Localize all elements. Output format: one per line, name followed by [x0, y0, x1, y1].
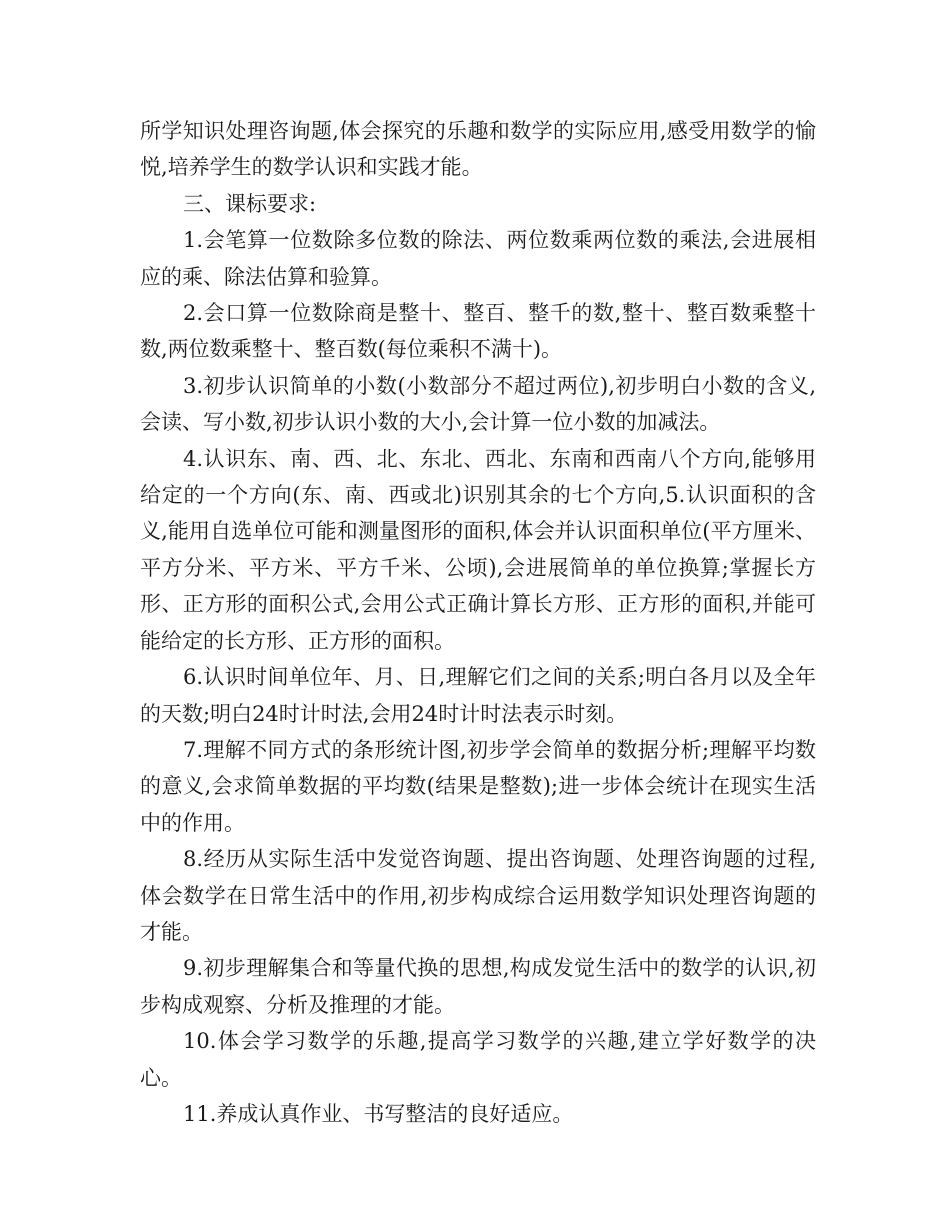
requirement-item-10: 10.体会学习数学的乐趣,提高学习数学的兴趣,建立学好数学的决心。 [140, 1029, 816, 1090]
requirement-item-4-5: 4.认识东、南、西、北、东北、西北、东南和西南八个方向,能够用给定的一个方向(东、南、西或北)识别其余的七个方向,5.认识面积的含义,能用自选单位可能和测量图形的面积,体会并认识面积单位(平方厘米、平方分米、平方米、平方千米、公顷),会进展简单的单位换算;掌握长方形、正方形的面积公式,会用公式正确计算长方形、正方形的面积,并能可能给定的长方形、正方形的面积。 [140, 446, 816, 653]
paragraph-intro-continuation: 所学知识处理咨询题,体会探究的乐趣和数学的实际应用,感受用数学的愉悦,培养学生的数学认识和实践才能。 [140, 119, 816, 180]
requirement-item-7: 7.理解不同方式的条形统计图,初步学会简单的数据分析;理解平均数的意义,会求简单数据的平均数(结果是整数);进一步体会统计在现实生活中的作用。 [140, 737, 816, 835]
requirement-item-9: 9.初步理解集合和等量代换的思想,构成发觉生活中的数学的认识,初步构成观察、分析及推理的才能。 [140, 956, 816, 1017]
section-heading-curriculum-requirements: 三、课标要求: [183, 191, 317, 216]
requirement-item-1: 1.会笔算一位数除多位数的除法、两位数乘两位数的乘法,会进展相应的乘、除法估算和验算。 [140, 228, 816, 289]
requirement-item-6: 6.认识时间单位年、月、日,理解它们之间的关系;明白各月以及全年的天数;明白24时计时法,会用24时计时法表示时刻。 [140, 665, 816, 726]
requirement-item-2: 2.会口算一位数除商是整十、整百、整千的数,整十、整百数乘整十数,两位数乘整十、整百数(每位乘积不满十)。 [140, 301, 816, 362]
requirement-item-8: 8.经历从实际生活中发觉咨询题、提出咨询题、处理咨询题的过程,体会数学在日常生活中的作用,初步构成综合运用数学知识处理咨询题的才能。 [140, 847, 816, 944]
requirement-item-3: 3.初步认识简单的小数(小数部分不超过两位),初步明白小数的含义,会读、写小数,初步认识小数的大小,会计算一位小数的加减法。 [140, 373, 816, 435]
requirement-item-11: 11.养成认真作业、书写整洁的良好适应。 [183, 1101, 574, 1126]
document-body [140, 113, 816, 1132]
